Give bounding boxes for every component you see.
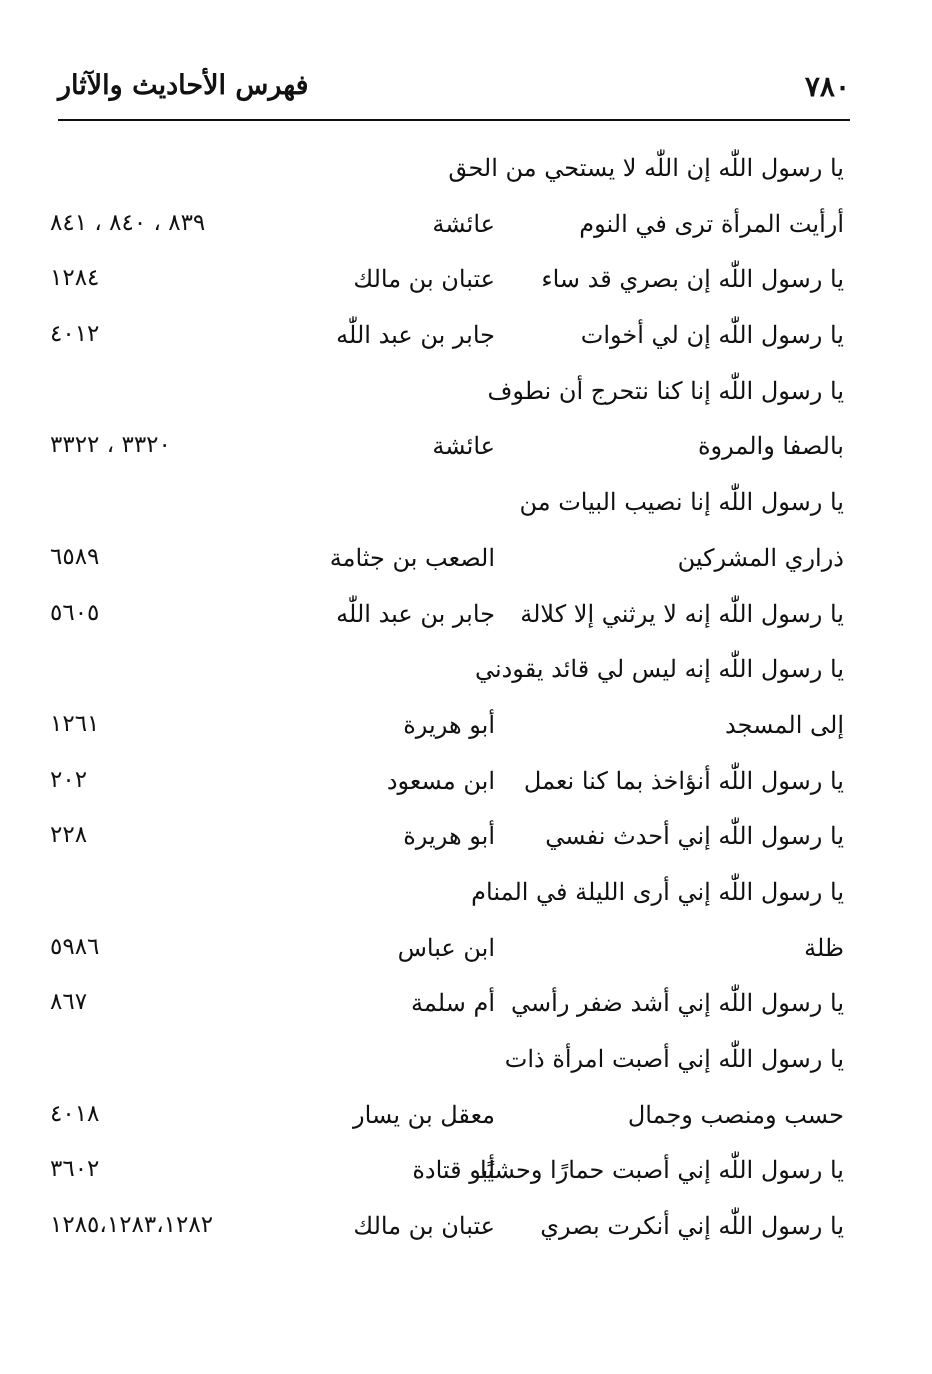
hadith-text: يا رسول اللّٰه إن بصري قد ساء xyxy=(541,265,844,294)
index-entry xyxy=(50,204,850,260)
narrator: أبو هريرة xyxy=(403,710,495,739)
index-entry xyxy=(50,1150,850,1206)
narrator: ابن مسعود xyxy=(386,766,495,795)
hadith-numbers: ٥٦٠٥ xyxy=(50,599,100,626)
hadith-numbers: ٤٠١٨ xyxy=(50,1100,100,1127)
index-entry xyxy=(50,426,850,482)
hadith-numbers: ٤٠١٢ xyxy=(50,321,100,348)
narrator: أم سلمة xyxy=(411,989,495,1018)
hadith-text: حسب ومنصب وجمال xyxy=(627,1100,844,1129)
hadith-numbers: ٢٢٨ xyxy=(50,822,88,849)
index-entry xyxy=(50,816,850,872)
hadith-numbers: ١٢٦١ xyxy=(50,710,100,737)
index-entry xyxy=(50,1039,850,1095)
hadith-numbers: ٨٣٩ ، ٨٤٠ ، ٨٤١ xyxy=(50,209,206,236)
index-entry xyxy=(50,148,850,204)
hadith-numbers: ١٢٨٤ xyxy=(50,265,100,292)
index-entry xyxy=(50,1095,850,1151)
hadith-text: يا رسول اللّٰه إني أرى الليلة في المنام xyxy=(471,877,844,906)
hadith-index-list xyxy=(50,148,850,1262)
index-entry xyxy=(50,872,850,928)
hadith-text: بالصفا والمروة xyxy=(697,432,844,461)
index-entry xyxy=(50,705,850,761)
hadith-text: يا رسول اللّٰه إن اللّٰه لا يستحي من الحق xyxy=(448,154,844,182)
narrator: جابر بن عبد اللّٰه xyxy=(336,599,495,628)
narrator: أبو هريرة xyxy=(403,822,495,851)
index-entry xyxy=(50,482,850,538)
narrator: الصعب بن جثامة xyxy=(329,543,495,572)
hadith-text: يا رسول اللّٰه إنا كنا نتحرج أن نطوف xyxy=(487,376,844,405)
hadith-text: يا رسول اللّٰه أنؤاخذ بما كنا نعمل xyxy=(523,766,844,795)
hadith-text: ظلة xyxy=(804,933,844,962)
hadith-numbers: ٣٦٠٢ xyxy=(50,1156,100,1183)
hadith-text: ذراري المشركين xyxy=(677,543,844,572)
index-entry xyxy=(50,761,850,817)
hadith-numbers: ٨٦٧ xyxy=(50,989,88,1016)
hadith-text: يا رسول اللّٰه إني أشد ضفر رأسي xyxy=(511,989,844,1018)
hadith-text: يا رسول اللّٰه إني أصبت حمارًا وحشيًا xyxy=(480,1156,844,1185)
index-entry xyxy=(50,1206,850,1262)
index-entry xyxy=(50,983,850,1039)
hadith-text: يا رسول اللّٰه إن لي أخوات xyxy=(580,321,844,350)
page-number: ٧٨٠ xyxy=(804,70,850,103)
running-title: فهرس الأحاديث والآثار xyxy=(58,70,309,101)
hadith-text: إلى المسجد xyxy=(725,710,844,739)
index-entry xyxy=(50,315,850,371)
page-header xyxy=(58,70,850,114)
hadith-numbers: ٥٩٨٦ xyxy=(50,933,100,960)
hadith-text: يا رسول اللّٰه إنه لا يرثني إلا كلالة xyxy=(520,599,844,628)
narrator: جابر بن عبد اللّٰه xyxy=(336,321,495,350)
index-entry xyxy=(50,594,850,650)
header-rule xyxy=(58,119,850,121)
hadith-text: يا رسول اللّٰه إني أصبت امرأة ذات xyxy=(504,1045,844,1073)
hadith-text: يا رسول اللّٰه إنا نصيب البيات من xyxy=(519,488,844,517)
narrator: عتبان بن مالك xyxy=(353,1212,495,1241)
hadith-text: أرأيت المرأة ترى في النوم xyxy=(579,209,844,238)
narrator: ابن عباس xyxy=(397,933,495,962)
index-entry xyxy=(50,538,850,594)
index-entry xyxy=(50,259,850,315)
hadith-numbers: ٢٠٢ xyxy=(50,766,88,793)
hadith-numbers: ٣٣٢٠ ، ٣٣٢٢ xyxy=(50,432,171,459)
hadith-numbers: ١٢٨٥،١٢٨٣،١٢٨٢ xyxy=(50,1212,214,1239)
index-entry xyxy=(50,649,850,705)
hadith-text: يا رسول اللّٰه إنه ليس لي قائد يقودني xyxy=(474,655,844,684)
narrator: عائشة xyxy=(432,209,495,238)
hadith-numbers: ٦٥٨٩ xyxy=(50,543,100,570)
narrator: عائشة xyxy=(432,432,495,461)
index-entry xyxy=(50,371,850,427)
hadith-text: يا رسول اللّٰه إني أنكرت بصري xyxy=(540,1212,844,1241)
narrator: معقل بن يسار xyxy=(353,1100,495,1129)
narrator: عتبان بن مالك xyxy=(353,265,495,294)
hadith-text: يا رسول اللّٰه إني أحدث نفسي xyxy=(545,822,844,851)
narrator: أبو قتادة xyxy=(412,1156,495,1185)
index-entry xyxy=(50,928,850,984)
